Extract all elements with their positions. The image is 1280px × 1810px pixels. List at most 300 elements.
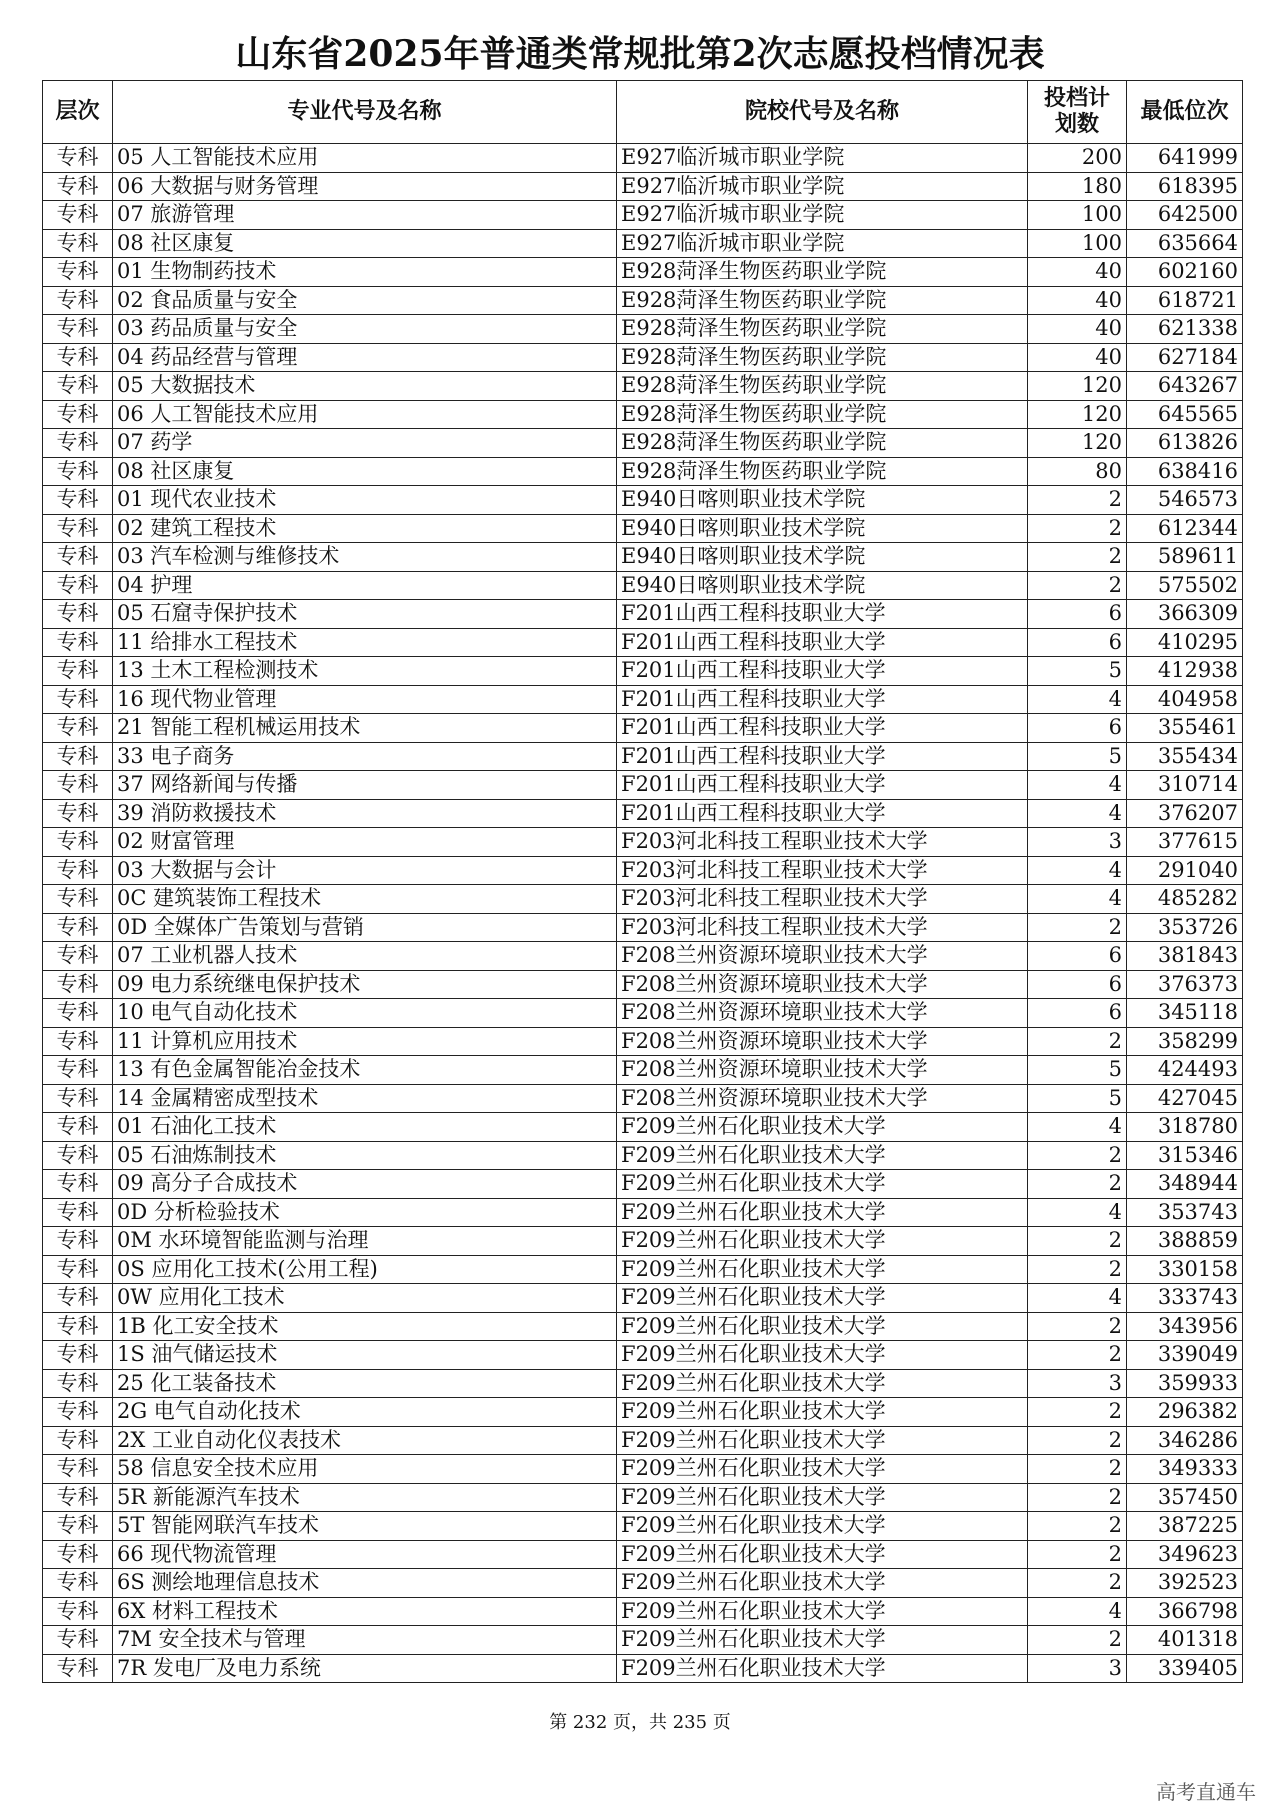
table-row [43,1512,1243,1541]
cell-major: 07 旅游管理 [113,201,617,230]
cell-level: 专科 [43,1398,113,1427]
cell-school: F201山西工程科技职业大学 [617,628,1028,657]
cell-level: 专科 [43,1512,113,1541]
cell-level: 专科 [43,457,113,486]
cell-school: F208兰州资源环境职业技术大学 [617,942,1028,971]
table-row [43,457,1243,486]
cell-major: 13 有色金属智能冶金技术 [113,1056,617,1085]
table-row [43,1284,1243,1313]
cell-school: E928菏泽生物医药职业学院 [617,429,1028,458]
cell-plan: 100 [1028,229,1127,258]
table-row [43,1597,1243,1626]
cell-level: 专科 [43,571,113,600]
cell-plan: 4 [1028,685,1127,714]
cell-plan: 4 [1028,771,1127,800]
table-row [43,543,1243,572]
cell-major: 10 电气自动化技术 [113,999,617,1028]
column-header-major: 专业代号及名称 [113,81,617,144]
table-row [43,771,1243,800]
cell-major: 01 生物制药技术 [113,258,617,287]
page-title: 山东省2025年普通类常规批第2次志愿投档情况表 [235,33,1045,75]
cell-level: 专科 [43,1056,113,1085]
cell-level: 专科 [43,1084,113,1113]
cell-school: E928菏泽生物医药职业学院 [617,286,1028,315]
cell-school: E928菏泽生物医药职业学院 [617,258,1028,287]
table-row [43,885,1243,914]
table-row [43,372,1243,401]
cell-school: E940日喀则职业技术学院 [617,486,1028,515]
cell-level: 专科 [43,628,113,657]
cell-rank: 410295 [1127,628,1243,657]
cell-major: 6S 测绘地理信息技术 [113,1569,617,1598]
cell-level: 专科 [43,714,113,743]
cell-level: 专科 [43,942,113,971]
table-row [43,628,1243,657]
cell-plan: 2 [1028,1312,1127,1341]
cell-level: 专科 [43,1284,113,1313]
cell-level: 专科 [43,201,113,230]
cell-plan: 80 [1028,457,1127,486]
cell-level: 专科 [43,1341,113,1370]
cell-rank: 575502 [1127,571,1243,600]
column-header-plan: 投档计划数 [1028,81,1127,144]
cell-major: 21 智能工程机械运用技术 [113,714,617,743]
cell-plan: 2 [1028,913,1127,942]
table-row [43,1056,1243,1085]
cell-plan: 3 [1028,1369,1127,1398]
table-row [43,1398,1243,1427]
cell-school: F201山西工程科技职业大学 [617,657,1028,686]
cell-school: F209兰州石化职业技术大学 [617,1284,1028,1313]
table-row [43,1227,1243,1256]
cell-school: F209兰州石化职业技术大学 [617,1198,1028,1227]
cell-rank: 357450 [1127,1483,1243,1512]
cell-school: F209兰州石化职业技术大学 [617,1540,1028,1569]
cell-level: 专科 [43,1027,113,1056]
cell-level: 专科 [43,486,113,515]
table-row [43,1113,1243,1142]
table-row [43,913,1243,942]
table-row [43,486,1243,515]
cell-major: 07 工业机器人技术 [113,942,617,971]
cell-major: 06 大数据与财务管理 [113,172,617,201]
cell-level: 专科 [43,1426,113,1455]
cell-rank: 642500 [1127,201,1243,230]
cell-rank: 645565 [1127,400,1243,429]
cell-rank: 339405 [1127,1654,1243,1683]
cell-school: F209兰州石化职业技术大学 [617,1369,1028,1398]
cell-level: 专科 [43,999,113,1028]
cell-major: 11 给排水工程技术 [113,628,617,657]
table-body [43,144,1243,1683]
cell-plan: 6 [1028,999,1127,1028]
cell-rank: 376373 [1127,970,1243,999]
cell-rank: 485282 [1127,885,1243,914]
cell-level: 专科 [43,1170,113,1199]
cell-plan: 2 [1028,1341,1127,1370]
cell-major: 0D 全媒体广告策划与营销 [113,913,617,942]
cell-plan: 120 [1028,372,1127,401]
cell-level: 专科 [43,229,113,258]
cell-rank: 339049 [1127,1341,1243,1370]
table-header [43,81,1243,144]
cell-school: E928菏泽生物医药职业学院 [617,372,1028,401]
cell-plan: 40 [1028,258,1127,287]
cell-school: F203河北科技工程职业技术大学 [617,913,1028,942]
cell-major: 02 财富管理 [113,828,617,857]
cell-rank: 345118 [1127,999,1243,1028]
cell-level: 专科 [43,258,113,287]
cell-major: 0S 应用化工技术(公用工程) [113,1255,617,1284]
cell-major: 09 电力系统继电保护技术 [113,970,617,999]
cell-major: 02 建筑工程技术 [113,514,617,543]
cell-level: 专科 [43,1198,113,1227]
cell-level: 专科 [43,1654,113,1683]
table-row [43,229,1243,258]
cell-major: 03 汽车检测与维修技术 [113,543,617,572]
cell-rank: 346286 [1127,1426,1243,1455]
cell-school: E927临沂城市职业学院 [617,201,1028,230]
cell-plan: 2 [1028,571,1127,600]
cell-school: E927临沂城市职业学院 [617,144,1028,173]
cell-level: 专科 [43,429,113,458]
table-row [43,343,1243,372]
cell-plan: 200 [1028,144,1127,173]
cell-rank: 589611 [1127,543,1243,572]
cell-rank: 333743 [1127,1284,1243,1313]
table-row [43,429,1243,458]
cell-rank: 387225 [1127,1512,1243,1541]
cell-school: F209兰州石化职业技术大学 [617,1255,1028,1284]
cell-level: 专科 [43,1540,113,1569]
cell-plan: 6 [1028,942,1127,971]
table-row [43,1455,1243,1484]
cell-plan: 4 [1028,799,1127,828]
cell-plan: 2 [1028,1255,1127,1284]
cell-major: 0D 分析检验技术 [113,1198,617,1227]
cell-major: 0C 建筑装饰工程技术 [113,885,617,914]
cell-school: F209兰州石化职业技术大学 [617,1113,1028,1142]
cell-rank: 612344 [1127,514,1243,543]
cell-major: 33 电子商务 [113,742,617,771]
cell-major: 01 现代农业技术 [113,486,617,515]
cell-school: E928菏泽生物医药职业学院 [617,343,1028,372]
table-row [43,1569,1243,1598]
cell-school: F209兰州石化职业技术大学 [617,1626,1028,1655]
cell-school: E940日喀则职业技术学院 [617,543,1028,572]
cell-plan: 3 [1028,1654,1127,1683]
table-row [43,1141,1243,1170]
table-row [43,799,1243,828]
cell-major: 05 石油炼制技术 [113,1141,617,1170]
cell-major: 14 金属精密成型技术 [113,1084,617,1113]
column-header-school: 院校代号及名称 [617,81,1028,144]
cell-level: 专科 [43,1597,113,1626]
cell-plan: 120 [1028,400,1127,429]
cell-school: F209兰州石化职业技术大学 [617,1398,1028,1427]
cell-rank: 366798 [1127,1597,1243,1626]
cell-level: 专科 [43,1626,113,1655]
cell-plan: 2 [1028,1170,1127,1199]
cell-major: 1B 化工安全技术 [113,1312,617,1341]
cell-rank: 613826 [1127,429,1243,458]
cell-major: 58 信息安全技术应用 [113,1455,617,1484]
cell-major: 16 现代物业管理 [113,685,617,714]
cell-major: 08 社区康复 [113,229,617,258]
cell-rank: 315346 [1127,1141,1243,1170]
cell-plan: 2 [1028,1512,1127,1541]
cell-school: F201山西工程科技职业大学 [617,799,1028,828]
cell-level: 专科 [43,400,113,429]
cell-school: F209兰州石化职业技术大学 [617,1569,1028,1598]
cell-major: 0M 水环境智能监测与治理 [113,1227,617,1256]
cell-plan: 5 [1028,1056,1127,1085]
cell-plan: 4 [1028,885,1127,914]
table-row [43,1084,1243,1113]
cell-major: 5R 新能源汽车技术 [113,1483,617,1512]
table-row [43,201,1243,230]
cell-level: 专科 [43,144,113,173]
cell-major: 1S 油气储运技术 [113,1341,617,1370]
cell-school: F201山西工程科技职业大学 [617,714,1028,743]
cell-school: F208兰州资源环境职业技术大学 [617,999,1028,1028]
table-row [43,942,1243,971]
cell-major: 08 社区康复 [113,457,617,486]
page-number: 第 232 页，共 235 页 [549,1712,731,1733]
cell-level: 专科 [43,856,113,885]
cell-plan: 100 [1028,201,1127,230]
cell-plan: 5 [1028,742,1127,771]
cell-school: F208兰州资源环境职业技术大学 [617,970,1028,999]
cell-plan: 2 [1028,514,1127,543]
cell-school: E928菏泽生物医药职业学院 [617,400,1028,429]
table-row [43,1654,1243,1683]
cell-major: 02 食品质量与安全 [113,286,617,315]
cell-major: 6X 材料工程技术 [113,1597,617,1626]
cell-rank: 388859 [1127,1227,1243,1256]
table-row [43,685,1243,714]
cell-rank: 627184 [1127,343,1243,372]
cell-plan: 4 [1028,856,1127,885]
cell-school: F209兰州石化职业技术大学 [617,1227,1028,1256]
cell-school: E927临沂城市职业学院 [617,229,1028,258]
cell-plan: 5 [1028,1084,1127,1113]
cell-plan: 2 [1028,1569,1127,1598]
cell-school: F203河北科技工程职业技术大学 [617,856,1028,885]
cell-rank: 330158 [1127,1255,1243,1284]
table-row [43,1341,1243,1370]
cell-school: F203河北科技工程职业技术大学 [617,885,1028,914]
cell-plan: 180 [1028,172,1127,201]
cell-major: 03 药品质量与安全 [113,315,617,344]
cell-plan: 40 [1028,286,1127,315]
table-row [43,1483,1243,1512]
cell-level: 专科 [43,315,113,344]
table-row [43,1626,1243,1655]
cell-major: 7R 发电厂及电力系统 [113,1654,617,1683]
cell-plan: 3 [1028,828,1127,857]
cell-rank: 638416 [1127,457,1243,486]
cell-rank: 602160 [1127,258,1243,287]
column-header-rank: 最低位次 [1127,81,1243,144]
cell-level: 专科 [43,742,113,771]
cell-level: 专科 [43,543,113,572]
cell-school: F209兰州石化职业技术大学 [617,1512,1028,1541]
cell-plan: 6 [1028,600,1127,629]
cell-level: 专科 [43,828,113,857]
cell-plan: 2 [1028,543,1127,572]
cell-rank: 427045 [1127,1084,1243,1113]
cell-school: E940日喀则职业技术学院 [617,514,1028,543]
cell-level: 专科 [43,1369,113,1398]
cell-school: F201山西工程科技职业大学 [617,685,1028,714]
cell-level: 专科 [43,799,113,828]
table-row [43,742,1243,771]
cell-school: F201山西工程科技职业大学 [617,600,1028,629]
cell-level: 专科 [43,343,113,372]
cell-school: F209兰州石化职业技术大学 [617,1341,1028,1370]
watermark: 高考直通车 [1156,1780,1256,1804]
table-row [43,1540,1243,1569]
cell-school: F209兰州石化职业技术大学 [617,1483,1028,1512]
cell-level: 专科 [43,286,113,315]
cell-plan: 2 [1028,486,1127,515]
cell-plan: 6 [1028,970,1127,999]
table-row [43,1198,1243,1227]
cell-major: 06 人工智能技术应用 [113,400,617,429]
cell-level: 专科 [43,1455,113,1484]
table-row [43,1312,1243,1341]
table-row [43,999,1243,1028]
table-row [43,571,1243,600]
cell-plan: 4 [1028,1597,1127,1626]
cell-rank: 349333 [1127,1455,1243,1484]
table-row [43,258,1243,287]
cell-plan: 4 [1028,1198,1127,1227]
table-row [43,600,1243,629]
cell-plan: 6 [1028,628,1127,657]
cell-rank: 643267 [1127,372,1243,401]
cell-plan: 2 [1028,1540,1127,1569]
cell-major: 04 药品经营与管理 [113,343,617,372]
cell-plan: 120 [1028,429,1127,458]
cell-rank: 392523 [1127,1569,1243,1598]
cell-school: F208兰州资源环境职业技术大学 [617,1084,1028,1113]
cell-rank: 641999 [1127,144,1243,173]
table-row [43,286,1243,315]
cell-rank: 291040 [1127,856,1243,885]
cell-school: E928菏泽生物医药职业学院 [617,315,1028,344]
cell-plan: 40 [1028,315,1127,344]
cell-major: 03 大数据与会计 [113,856,617,885]
cell-plan: 4 [1028,1113,1127,1142]
cell-major: 09 高分子合成技术 [113,1170,617,1199]
cell-rank: 381843 [1127,942,1243,971]
cell-school: F209兰州石化职业技术大学 [617,1141,1028,1170]
cell-major: 13 土木工程检测技术 [113,657,617,686]
cell-major: 39 消防救援技术 [113,799,617,828]
cell-level: 专科 [43,1569,113,1598]
cell-rank: 366309 [1127,600,1243,629]
cell-major: 25 化工装备技术 [113,1369,617,1398]
admission-table [42,80,1243,1683]
cell-school: E940日喀则职业技术学院 [617,571,1028,600]
cell-rank: 355434 [1127,742,1243,771]
cell-school: F209兰州石化职业技术大学 [617,1312,1028,1341]
cell-rank: 621338 [1127,315,1243,344]
cell-rank: 401318 [1127,1626,1243,1655]
cell-school: F209兰州石化职业技术大学 [617,1170,1028,1199]
cell-level: 专科 [43,1141,113,1170]
cell-level: 专科 [43,514,113,543]
header-row [43,81,1243,144]
cell-level: 专科 [43,172,113,201]
cell-rank: 348944 [1127,1170,1243,1199]
table-row [43,970,1243,999]
cell-rank: 358299 [1127,1027,1243,1056]
cell-school: E928菏泽生物医药职业学院 [617,457,1028,486]
cell-rank: 353726 [1127,913,1243,942]
cell-rank: 404958 [1127,685,1243,714]
table-row [43,856,1243,885]
table-row [43,714,1243,743]
cell-level: 专科 [43,970,113,999]
cell-school: F201山西工程科技职业大学 [617,771,1028,800]
cell-school: F209兰州石化职业技术大学 [617,1426,1028,1455]
cell-major: 01 石油化工技术 [113,1113,617,1142]
cell-rank: 349623 [1127,1540,1243,1569]
cell-school: F209兰州石化职业技术大学 [617,1597,1028,1626]
cell-major: 05 人工智能技术应用 [113,144,617,173]
cell-rank: 618721 [1127,286,1243,315]
table-row [43,1255,1243,1284]
cell-plan: 2 [1028,1398,1127,1427]
cell-level: 专科 [43,685,113,714]
cell-major: 07 药学 [113,429,617,458]
cell-school: F203河北科技工程职业技术大学 [617,828,1028,857]
cell-level: 专科 [43,657,113,686]
cell-level: 专科 [43,913,113,942]
cell-school: F209兰州石化职业技术大学 [617,1654,1028,1683]
table-row [43,1426,1243,1455]
column-header-level: 层次 [43,81,113,144]
cell-rank: 546573 [1127,486,1243,515]
cell-rank: 377615 [1127,828,1243,857]
cell-major: 2X 工业自动化仪表技术 [113,1426,617,1455]
table-row [43,172,1243,201]
cell-school: F208兰州资源环境职业技术大学 [617,1027,1028,1056]
table-row [43,828,1243,857]
cell-plan: 2 [1028,1027,1127,1056]
cell-plan: 6 [1028,714,1127,743]
cell-plan: 2 [1028,1426,1127,1455]
cell-rank: 353743 [1127,1198,1243,1227]
cell-rank: 424493 [1127,1056,1243,1085]
cell-plan: 2 [1028,1227,1127,1256]
cell-school: F208兰州资源环境职业技术大学 [617,1056,1028,1085]
cell-major: 5T 智能网联汽车技术 [113,1512,617,1541]
cell-major: 11 计算机应用技术 [113,1027,617,1056]
cell-rank: 310714 [1127,771,1243,800]
table-row [43,315,1243,344]
cell-plan: 2 [1028,1626,1127,1655]
table-row [43,400,1243,429]
table-row [43,657,1243,686]
cell-major: 37 网络新闻与传播 [113,771,617,800]
cell-school: F201山西工程科技职业大学 [617,742,1028,771]
cell-level: 专科 [43,885,113,914]
cell-level: 专科 [43,1113,113,1142]
